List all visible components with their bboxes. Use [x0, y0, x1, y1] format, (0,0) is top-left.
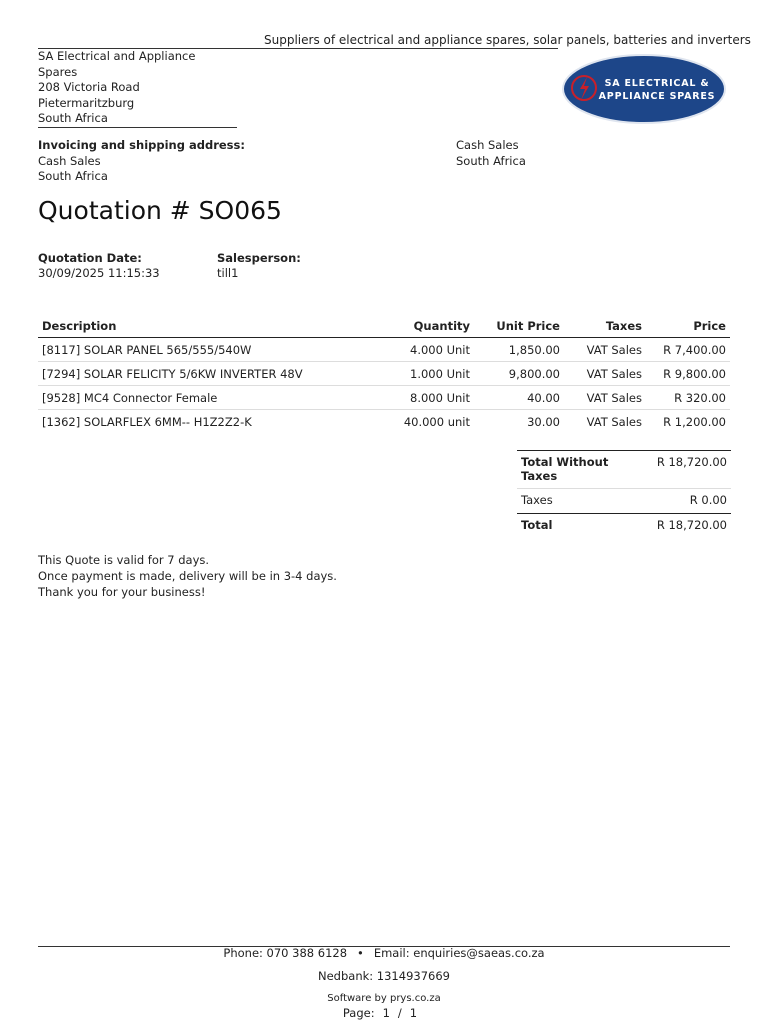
table-header-row: [38, 315, 730, 338]
grand-total-value: R 18,720.00: [635, 514, 731, 538]
line-description: [7294] SOLAR FELICITY 5/6KW INVERTER 48V: [38, 362, 376, 386]
invoicing-country: South Africa: [38, 169, 108, 183]
line-description: [9528] MC4 Connector Female: [38, 386, 376, 410]
invoicing-address: [38, 138, 245, 185]
table-row: [38, 362, 730, 386]
line-taxes: VAT Sales: [564, 362, 646, 386]
page-divider: /: [397, 1006, 402, 1020]
col-price: Price: [646, 315, 730, 338]
table-row: [38, 410, 730, 434]
company-country: South Africa: [38, 111, 108, 125]
line-quantity: 4.000 Unit: [376, 338, 474, 362]
col-unit-price: Unit Price: [474, 315, 564, 338]
untaxed-total-value: R 18,720.00: [635, 451, 731, 489]
salesperson-value: till1: [217, 266, 239, 280]
line-taxes: VAT Sales: [564, 338, 646, 362]
footer-software: Software by prys.co.za: [327, 993, 441, 1004]
company-street: 208 Victoria Road: [38, 80, 140, 94]
company-tagline: Suppliers of electrical and appliance spares, solar panels, batteries and inverters: [264, 33, 751, 47]
bullet-separator-icon: •: [357, 946, 364, 960]
company-logo: [561, 52, 727, 126]
quotation-date-value: 30/09/2025 11:15:33: [38, 266, 160, 280]
grand-total-row: [517, 514, 731, 538]
footer-contact: [0, 946, 768, 960]
line-price: R 1,200.00: [663, 414, 726, 429]
salesperson-label: Salesperson:: [217, 251, 301, 265]
line-price: R 320.00: [646, 386, 730, 410]
col-description: Description: [38, 315, 376, 338]
line-unit-price: 1,850.00: [474, 338, 564, 362]
company-name: SA Electrical and Appliance Spares: [38, 49, 196, 79]
line-price: R 7,400.00: [646, 338, 730, 362]
quotation-date-label: Quotation Date:: [38, 251, 142, 265]
footer-email: Email: enquiries@saeas.co.za: [373, 946, 545, 960]
invoicing-label: Invoicing and shipping address:: [38, 138, 245, 152]
taxes-label: Taxes: [517, 489, 635, 514]
note-line: Once payment is made, delivery will be in 3-4 days.: [38, 568, 337, 583]
untaxed-total-label: Total Without Taxes: [517, 451, 635, 489]
logo-line-2: APPLIANCE SPARES: [598, 91, 716, 102]
company-address: [38, 49, 238, 127]
line-description: [1362] SOLARFLEX 6MM-- H1Z2Z2-K: [42, 414, 252, 429]
line-unit-price: 9,800.00: [474, 362, 564, 386]
table-row: [38, 386, 730, 410]
company-city: Pietermaritzburg: [38, 95, 135, 110]
order-lines-table: [38, 315, 730, 433]
line-price: R 9,800.00: [646, 362, 730, 386]
line-quantity: 1.000 Unit: [376, 362, 474, 386]
col-taxes: Taxes: [564, 315, 646, 338]
line-quantity: 40.000 unit: [403, 414, 470, 429]
page-total: 1: [409, 1006, 418, 1020]
note-line: This Quote is valid for 7 days.: [38, 553, 210, 567]
logo-line-1: SA ELECTRICAL &: [604, 78, 710, 89]
page-current: 1: [382, 1006, 390, 1020]
line-quantity: 8.000 Unit: [376, 386, 474, 410]
partner-address: [456, 138, 526, 169]
line-unit-price: 40.00: [474, 386, 564, 410]
totals-table: [517, 450, 731, 537]
line-taxes: VAT Sales: [586, 414, 642, 429]
line-taxes: VAT Sales: [564, 386, 646, 410]
page-number: [0, 1006, 768, 1020]
page-label: Page:: [342, 1006, 375, 1020]
page-title: Quotation # SO065: [38, 196, 282, 225]
untaxed-total-row: [517, 451, 731, 489]
partner-country: South Africa: [456, 153, 526, 168]
salesperson-block: [217, 251, 301, 281]
footer-phone: Phone: 070 388 6128: [223, 946, 348, 960]
col-quantity: Quantity: [376, 315, 474, 338]
company-divider: [38, 127, 237, 128]
terms-notes: [38, 553, 337, 600]
footer-bank: Nedbank: 1314937669: [318, 969, 450, 983]
table-row: [38, 338, 730, 362]
line-description: [8117] SOLAR PANEL 565/555/540W: [38, 338, 376, 362]
invoicing-name: Cash Sales: [38, 153, 101, 168]
taxes-value: R 0.00: [635, 489, 731, 514]
note-line: Thank you for your business!: [38, 584, 206, 599]
partner-name: Cash Sales: [456, 138, 519, 152]
line-unit-price: 30.00: [527, 414, 560, 429]
taxes-row: [517, 489, 731, 514]
quotation-date-block: [38, 251, 160, 281]
grand-total-label: Total: [517, 514, 635, 538]
